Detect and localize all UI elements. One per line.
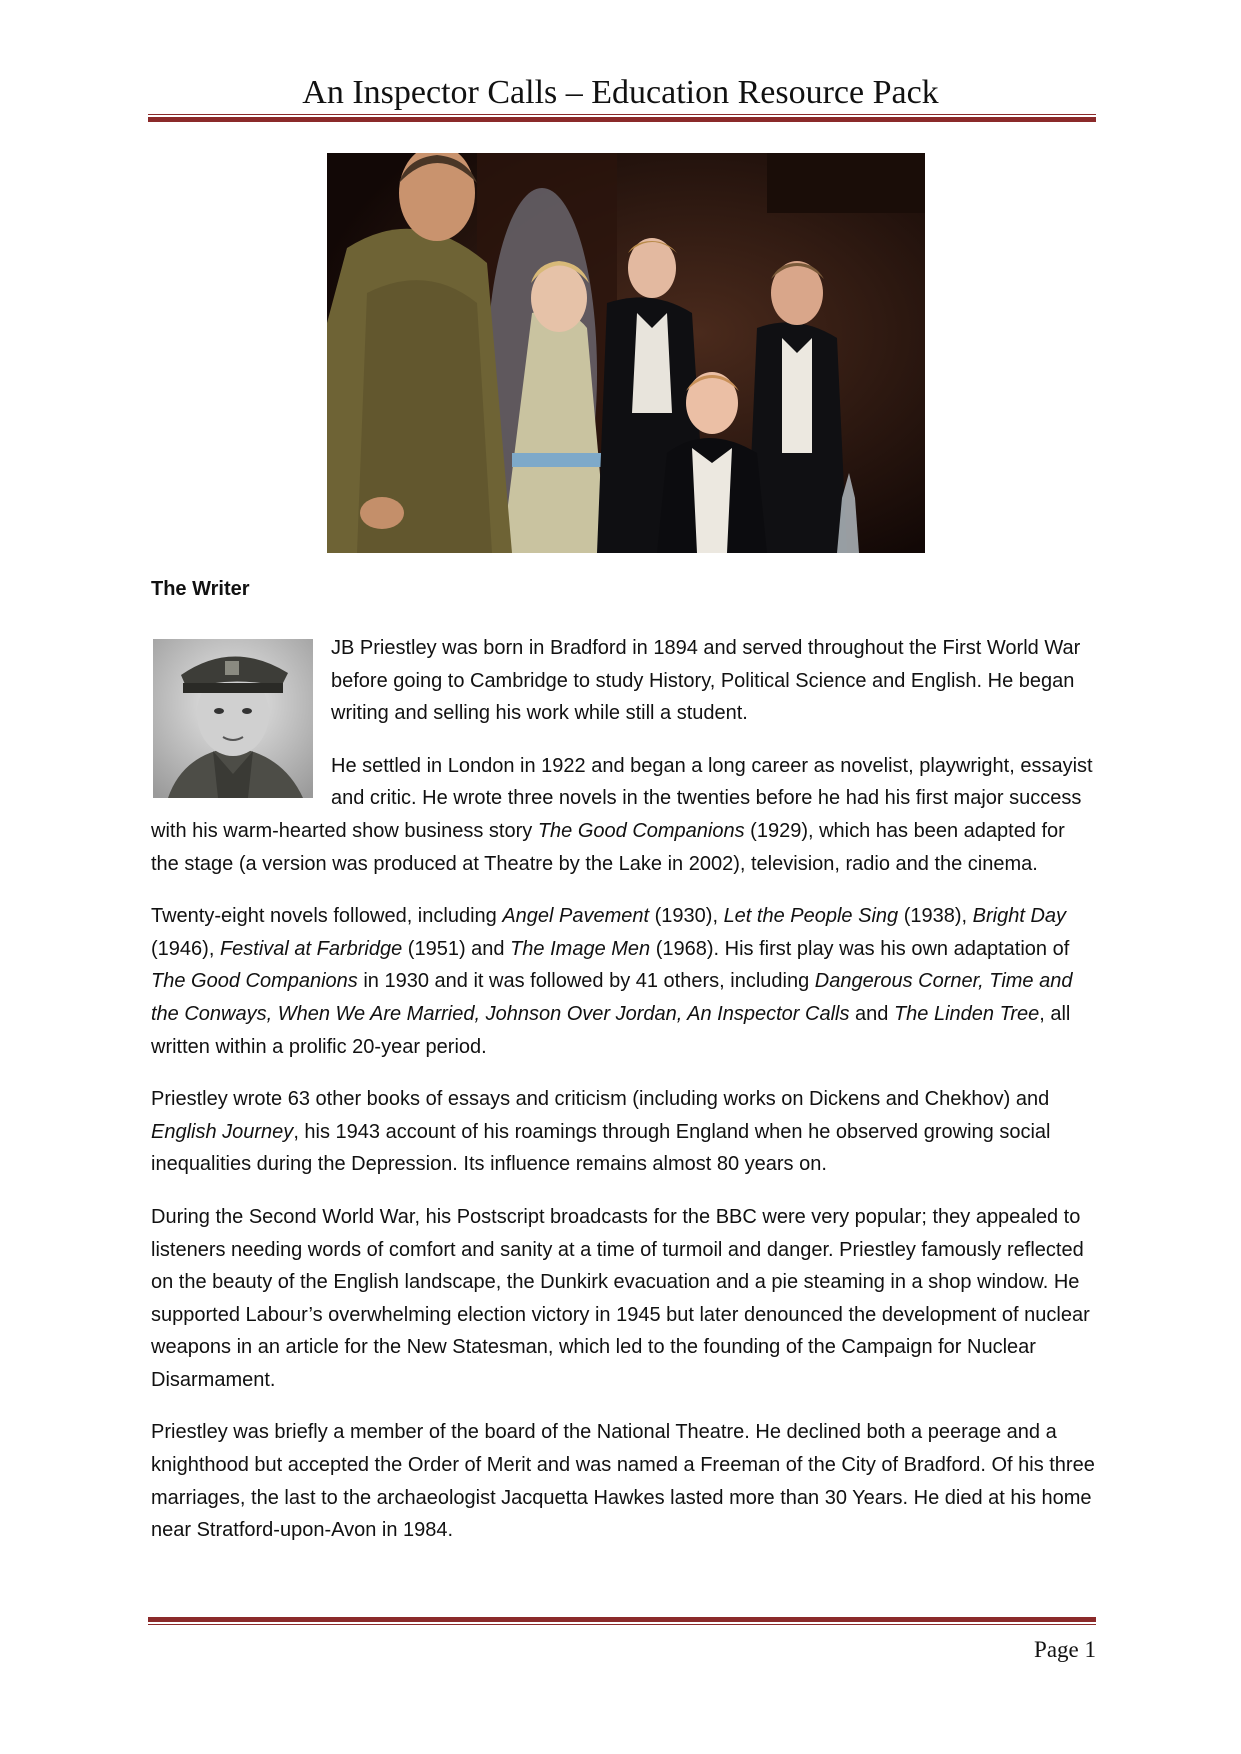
text-run: in 1930 and it was followed by 41 others, including [357, 970, 815, 993]
body-text [151, 632, 1096, 1567]
page-number: Page 1 [1034, 1637, 1096, 1662]
section-heading: The Writer [151, 578, 250, 600]
italic-title: Let the People Sing [723, 905, 899, 928]
body-paragraph [151, 1083, 1096, 1181]
italic-title: Dangerous Corner, Time and the Conways, When We Are Married, Johnson Over Jordan, An Inspector Calls [151, 970, 1073, 1025]
text-run: and [849, 1002, 894, 1025]
body-paragraph [151, 900, 1096, 1063]
text-run: (1938), [898, 905, 973, 928]
text-run: JB Priestley was born in Bradford in 1894 and served throughout the First World War before going to Cambridge to study History, Political Science and English. He began writing and selling his work while still a student. [331, 637, 1081, 725]
italic-title: The Good Companions [537, 819, 745, 842]
text-run: (1968). His first play was his own adaptation of [650, 937, 1070, 960]
italic-title: Bright Day [972, 905, 1067, 928]
text-run: , all written within a prolific 20-year period. [151, 1002, 1071, 1058]
italic-title: Festival at Farbridge [219, 937, 403, 960]
header-rule [148, 114, 1096, 122]
body-paragraph [151, 1416, 1096, 1546]
body-paragraph [151, 1201, 1096, 1397]
text-run: (1930), [649, 905, 724, 928]
italic-title: Angel Pavement [502, 905, 650, 928]
text-run: , his 1943 account of his roamings through England when he observed growing social inequalities during the Depression. Its influence remains almost 80 years on. [151, 1120, 1051, 1176]
text-run: (1929), which has been adapted for the stage (a version was produced at Theatre by the Lake in 2002), television, radio and the cinema. [151, 819, 1065, 875]
text-run: Priestley was briefly a member of the board of the National Theatre. He declined both a peerage and a knighthood but accepted the Order of Merit and was named a Freeman of the City of Bradford. Of his three marriages, the last to the archaeologist Jacquetta Hawkes lasted more than 30 Years. He died at his home near Stratford-upon-Avon in 1984. [151, 1421, 1095, 1542]
page-header-title: An Inspector Calls – Education Resource Pack [302, 74, 939, 111]
text-run: During the Second World War, his Postscript broadcasts for the BBC were very popular; they appealed to listeners needing words of comfort and sanity at a time of turmoil and danger. Priestley famously reflected on the beauty of the English landscape, the Dunkirk evacuation and a pie steaming in a shop window. He supported Labour’s overwhelming election victory in 1945 but later denounced the development of nuclear weapons in an article for the New Statesman, which led to the founding of the Campaign for Nuclear Disarmament. [151, 1205, 1090, 1391]
portrait-spacer [151, 632, 331, 800]
text-run: Priestley wrote 63 other books of essays and criticism (including works on Dickens and Chekhov) and [151, 1088, 1050, 1111]
italic-title: The Linden Tree [893, 1002, 1040, 1025]
footer-rule [148, 1617, 1096, 1625]
text-run: He settled in London in 1922 and began a long career as novelist, playwright, essayist and critic. He wrote three novels in the twenties before he had his first major success with his warm-hearted show business story [151, 754, 1093, 842]
italic-title: The Image Men [510, 937, 651, 960]
italic-title: English Journey [151, 1120, 294, 1143]
italic-title: The Good Companions [151, 970, 358, 993]
text-run: (1951) and [402, 937, 511, 960]
text-run: Twenty-eight novels followed, including [151, 905, 503, 928]
text-run: (1946), [151, 937, 220, 960]
production-photo [327, 153, 925, 553]
